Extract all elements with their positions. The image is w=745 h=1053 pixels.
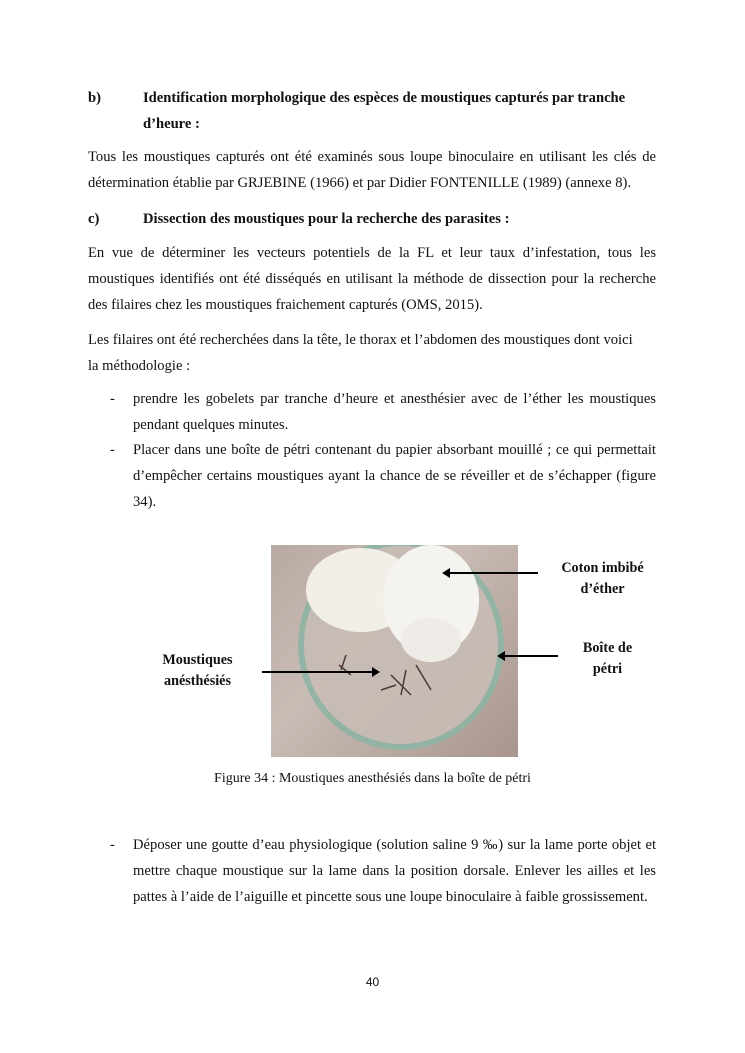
bullet-dash: - xyxy=(110,837,115,853)
label-cotton xyxy=(545,558,660,600)
paragraph-identification: Tous les moustiques capturés ont été examinés sous loupe binoculaire en utilisant les clés de détermination établie par GRJEBINE (1966) et par Didier FONTENILLE (1989) (annexe 8). xyxy=(88,149,656,191)
list-item xyxy=(110,832,656,910)
label-mosquitoes-line-2: anésthésiés xyxy=(164,673,231,689)
bullet-dash: - xyxy=(110,442,115,458)
petri-dish-illustration xyxy=(271,545,518,757)
arrow-mosquitoes xyxy=(262,671,372,673)
methodology-line-2: la méthodologie : xyxy=(88,358,191,374)
list-item xyxy=(110,437,656,515)
label-petri-dish xyxy=(560,638,655,680)
list-item-text: Déposer une goutte d’eau physiologique (solution saline 9 ‰) sur la lame porte objet et mettre chaque moustique sur la lame dans la position dorsale. Enlever les ailles et les pattes à l’aide de l’aiguille et pincette sous une loupe binoculaire à faible grossissement. xyxy=(133,837,656,905)
section-c-heading xyxy=(88,206,656,232)
arrow-cotton xyxy=(450,572,538,574)
petri-dish-photo xyxy=(271,545,518,757)
page-number: 40 xyxy=(365,975,380,989)
label-mosquitoes xyxy=(140,650,255,692)
methodology-line-1: Les filaires ont été recherchées dans la tête, le thorax et l’abdomen des moustiques dont voici xyxy=(88,332,633,348)
section-b-heading xyxy=(88,85,656,137)
bullet-dash: - xyxy=(110,391,115,407)
label-cotton-line-1: Coton imbibé xyxy=(561,560,644,576)
section-c-title: Dissection des moustiques pour la recherche des parasites : xyxy=(143,211,510,227)
label-dish-line-1: Boîte de xyxy=(582,640,633,656)
section-b-title: Identification morphologique des espèces de moustiques capturés par tranche d’heure : xyxy=(143,90,626,132)
label-cotton-line-2: d’éther xyxy=(580,581,625,597)
paragraph-dissection: En vue de déterminer les vecteurs potentiels de la FL et leur taux d’infestation, tous les moustiques identifiés ont été disséqués en utilisant la méthode de dissection pour la recherche des filaires chez les moustiques fraichement capturés (OMS, 2015). xyxy=(88,245,656,313)
label-mosquitoes-line-1: Moustiques xyxy=(162,652,233,668)
paragraph-methodology xyxy=(88,327,656,379)
section-c-label: c) xyxy=(88,211,100,227)
arrow-petri-dish xyxy=(505,655,558,657)
list-item xyxy=(110,386,656,438)
list-item-text: prendre les gobelets par tranche d’heure et anesthésier avec de l’éther les moustiques pendant quelques minutes. xyxy=(133,391,656,433)
figure-caption: Figure 34 : Moustiques anesthésiés dans la boîte de pétri xyxy=(214,771,531,786)
label-dish-line-2: pétri xyxy=(592,661,623,677)
list-item-text: Placer dans une boîte de pétri contenant du papier absorbant mouillé ; ce qui permettait d’empêcher certains moustiques ayant la chance de se réveiller et de s’échapper (figure 34). xyxy=(133,442,656,510)
section-b-label: b) xyxy=(88,90,101,106)
